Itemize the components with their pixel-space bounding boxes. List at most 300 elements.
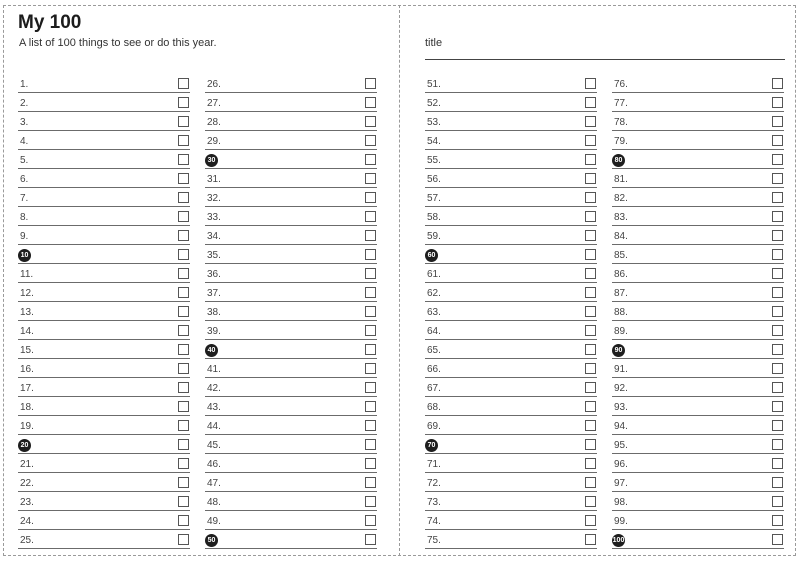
list-item[interactable]: [612, 378, 784, 397]
checkbox[interactable]: [365, 249, 376, 260]
list-item[interactable]: [425, 264, 597, 283]
item-number: 6.: [20, 174, 29, 185]
list-item[interactable]: [205, 226, 377, 245]
checkbox[interactable]: [178, 116, 189, 127]
item-number: 25.: [20, 535, 34, 546]
list-item[interactable]: [18, 112, 190, 131]
item-number: 88.: [614, 307, 628, 318]
item-number: 45.: [207, 440, 221, 451]
list-item[interactable]: [205, 492, 377, 511]
list-item[interactable]: [18, 340, 190, 359]
list-item[interactable]: [205, 397, 377, 416]
checkbox[interactable]: [585, 78, 596, 89]
list-item[interactable]: [18, 359, 190, 378]
list-item[interactable]: [205, 359, 377, 378]
item-number: 59.: [427, 231, 441, 242]
item-number: 36.: [207, 269, 221, 280]
item-number: 12.: [20, 288, 34, 299]
checkbox[interactable]: [178, 515, 189, 526]
checkbox[interactable]: [772, 344, 783, 355]
item-number: 15.: [20, 345, 34, 356]
list-item[interactable]: [205, 169, 377, 188]
list-item[interactable]: [425, 207, 597, 226]
checkbox[interactable]: [585, 458, 596, 469]
checkbox[interactable]: [772, 458, 783, 469]
list-item[interactable]: [205, 74, 377, 93]
checkbox[interactable]: [772, 534, 783, 545]
list-item[interactable]: [425, 473, 597, 492]
list-item[interactable]: [612, 454, 784, 473]
item-number: 19.: [20, 421, 34, 432]
checkbox[interactable]: [585, 439, 596, 450]
item-number: 64.: [427, 326, 441, 337]
checkbox[interactable]: [178, 420, 189, 431]
checkbox[interactable]: [772, 401, 783, 412]
item-number: 47.: [207, 478, 221, 489]
milestone-number-badge: 50: [205, 534, 218, 547]
checkbox[interactable]: [178, 363, 189, 374]
list-item[interactable]: [205, 530, 377, 549]
list-item[interactable]: [18, 530, 190, 549]
item-number: 78.: [614, 117, 628, 128]
checkbox[interactable]: [178, 97, 189, 108]
item-number: 33.: [207, 212, 221, 223]
checkbox[interactable]: [585, 401, 596, 412]
list-item[interactable]: [425, 530, 597, 549]
list-item[interactable]: [612, 473, 784, 492]
item-number: 57.: [427, 193, 441, 204]
list-item[interactable]: [205, 207, 377, 226]
milestone-number-badge: 70: [425, 439, 438, 452]
list-item[interactable]: [612, 492, 784, 511]
list-item[interactable]: [612, 207, 784, 226]
item-number: 84.: [614, 231, 628, 242]
item-number: 67.: [427, 383, 441, 394]
list-item[interactable]: [205, 264, 377, 283]
checkbox[interactable]: [585, 192, 596, 203]
checkbox[interactable]: [178, 211, 189, 222]
list-item[interactable]: [18, 93, 190, 112]
list-item[interactable]: [18, 397, 190, 416]
checkbox[interactable]: [772, 97, 783, 108]
checkbox[interactable]: [178, 249, 189, 260]
checkbox[interactable]: [772, 154, 783, 165]
milestone-number-badge: 100: [612, 534, 625, 547]
checkbox[interactable]: [772, 496, 783, 507]
item-number: 87.: [614, 288, 628, 299]
list-item[interactable]: [205, 340, 377, 359]
item-number: 21.: [20, 459, 34, 470]
item-number: 86.: [614, 269, 628, 280]
list-item[interactable]: [425, 283, 597, 302]
checkbox[interactable]: [772, 439, 783, 450]
item-number: 89.: [614, 326, 628, 337]
checkbox[interactable]: [178, 230, 189, 241]
checkbox[interactable]: [365, 192, 376, 203]
list-item[interactable]: [425, 169, 597, 188]
item-number: 52.: [427, 98, 441, 109]
item-number: 49.: [207, 516, 221, 527]
list-item[interactable]: [18, 188, 190, 207]
list-item[interactable]: [612, 397, 784, 416]
checkbox[interactable]: [772, 173, 783, 184]
list-item[interactable]: [18, 283, 190, 302]
item-number: 58.: [427, 212, 441, 223]
checkbox[interactable]: [178, 154, 189, 165]
list-column-3: [425, 74, 597, 549]
item-number: 53.: [427, 117, 441, 128]
checkbox[interactable]: [365, 287, 376, 298]
checkbox[interactable]: [585, 173, 596, 184]
list-column-2: [205, 74, 377, 549]
item-number: 43.: [207, 402, 221, 413]
fold-line: [399, 5, 400, 556]
checkbox[interactable]: [772, 249, 783, 260]
item-number: 99.: [614, 516, 628, 527]
checkbox[interactable]: [178, 496, 189, 507]
list-item[interactable]: [205, 416, 377, 435]
checkbox[interactable]: [365, 78, 376, 89]
item-number: 39.: [207, 326, 221, 337]
checkbox[interactable]: [365, 268, 376, 279]
checkbox[interactable]: [178, 477, 189, 488]
list-item[interactable]: [612, 359, 784, 378]
checkbox[interactable]: [178, 439, 189, 450]
list-item[interactable]: [205, 93, 377, 112]
checkbox[interactable]: [178, 173, 189, 184]
checkbox[interactable]: [178, 268, 189, 279]
list-column-1: [18, 74, 190, 549]
checkbox[interactable]: [585, 230, 596, 241]
milestone-number-badge: 90: [612, 344, 625, 357]
list-item[interactable]: [425, 511, 597, 530]
checkbox[interactable]: [178, 306, 189, 317]
item-number: 32.: [207, 193, 221, 204]
item-number: 17.: [20, 383, 34, 394]
list-item[interactable]: [612, 188, 784, 207]
list-item[interactable]: [18, 492, 190, 511]
item-number: 16.: [20, 364, 34, 375]
item-number: 96.: [614, 459, 628, 470]
list-item[interactable]: [425, 340, 597, 359]
item-number: 91.: [614, 364, 628, 375]
list-item[interactable]: [425, 454, 597, 473]
checkbox[interactable]: [178, 325, 189, 336]
item-number: 8.: [20, 212, 29, 223]
list-item[interactable]: [18, 473, 190, 492]
list-item[interactable]: [612, 245, 784, 264]
list-item[interactable]: [205, 112, 377, 131]
item-number: 2.: [20, 98, 29, 109]
list-item[interactable]: [18, 207, 190, 226]
checkbox[interactable]: [585, 135, 596, 146]
item-number: 82.: [614, 193, 628, 204]
checkbox[interactable]: [365, 382, 376, 393]
list-column-4: [612, 74, 784, 549]
checkbox[interactable]: [772, 325, 783, 336]
list-item[interactable]: [18, 435, 190, 454]
item-number: 55.: [427, 155, 441, 166]
list-item[interactable]: [205, 435, 377, 454]
checkbox[interactable]: [178, 382, 189, 393]
checkbox[interactable]: [772, 268, 783, 279]
checkbox[interactable]: [365, 344, 376, 355]
list-item[interactable]: [205, 283, 377, 302]
item-number: 22.: [20, 478, 34, 489]
checkbox[interactable]: [772, 420, 783, 431]
checkbox[interactable]: [365, 173, 376, 184]
list-item[interactable]: [612, 150, 784, 169]
list-item[interactable]: [425, 397, 597, 416]
item-number: 11.: [20, 269, 34, 280]
checkbox[interactable]: [365, 154, 376, 165]
item-number: 14.: [20, 326, 34, 337]
checkbox[interactable]: [365, 211, 376, 222]
item-number: 31.: [207, 174, 221, 185]
item-number: 3.: [20, 117, 29, 128]
checkbox[interactable]: [365, 97, 376, 108]
checkbox[interactable]: [365, 306, 376, 317]
item-number: 13.: [20, 307, 34, 318]
list-item[interactable]: [425, 359, 597, 378]
list-item[interactable]: [425, 302, 597, 321]
checkbox[interactable]: [585, 306, 596, 317]
list-item[interactable]: [425, 131, 597, 150]
item-number: 71.: [427, 459, 441, 470]
list-item[interactable]: [18, 378, 190, 397]
item-number: 18.: [20, 402, 34, 413]
item-number: 54.: [427, 136, 441, 147]
list-item[interactable]: [612, 131, 784, 150]
checkbox[interactable]: [772, 230, 783, 241]
checkbox[interactable]: [585, 268, 596, 279]
list-item[interactable]: [18, 226, 190, 245]
item-number: 34.: [207, 231, 221, 242]
checkbox[interactable]: [365, 363, 376, 374]
list-item[interactable]: [612, 93, 784, 112]
page-title: My 100: [18, 12, 82, 33]
checkbox[interactable]: [365, 439, 376, 450]
milestone-number-badge: 10: [18, 249, 31, 262]
item-number: 51.: [427, 79, 441, 90]
milestone-number-badge: 40: [205, 344, 218, 357]
checkbox[interactable]: [772, 211, 783, 222]
list-item[interactable]: [425, 378, 597, 397]
list-item[interactable]: [425, 226, 597, 245]
checkbox[interactable]: [585, 249, 596, 260]
item-number: 93.: [614, 402, 628, 413]
checkbox[interactable]: [772, 382, 783, 393]
item-number: 41.: [207, 364, 221, 375]
item-number: 24.: [20, 516, 34, 527]
item-number: 42.: [207, 383, 221, 394]
list-item[interactable]: [612, 264, 784, 283]
checkbox[interactable]: [585, 420, 596, 431]
list-item[interactable]: [18, 74, 190, 93]
checkbox[interactable]: [772, 135, 783, 146]
checkbox[interactable]: [178, 78, 189, 89]
checkbox[interactable]: [772, 116, 783, 127]
list-item[interactable]: [425, 245, 597, 264]
list-item[interactable]: [205, 302, 377, 321]
list-item[interactable]: [425, 492, 597, 511]
title-field[interactable]: [425, 37, 785, 60]
checkbox[interactable]: [178, 534, 189, 545]
list-item[interactable]: [612, 169, 784, 188]
list-item[interactable]: [205, 473, 377, 492]
item-number: 79.: [614, 136, 628, 147]
checkbox[interactable]: [585, 534, 596, 545]
checkbox[interactable]: [178, 401, 189, 412]
item-number: 1.: [20, 79, 29, 90]
checkbox[interactable]: [585, 496, 596, 507]
item-number: 56.: [427, 174, 441, 185]
checkbox[interactable]: [585, 211, 596, 222]
checkbox[interactable]: [585, 344, 596, 355]
list-item[interactable]: [612, 226, 784, 245]
item-number: 94.: [614, 421, 628, 432]
checkbox[interactable]: [365, 496, 376, 507]
item-number: 81.: [614, 174, 628, 185]
list-item[interactable]: [18, 511, 190, 530]
checkbox[interactable]: [178, 344, 189, 355]
checkbox[interactable]: [365, 420, 376, 431]
list-item[interactable]: [612, 321, 784, 340]
item-number: 66.: [427, 364, 441, 375]
item-number: 9.: [20, 231, 29, 242]
checkbox[interactable]: [178, 458, 189, 469]
item-number: 75.: [427, 535, 441, 546]
item-number: 29.: [207, 136, 221, 147]
item-number: 92.: [614, 383, 628, 394]
list-item[interactable]: [18, 169, 190, 188]
item-number: 27.: [207, 98, 221, 109]
item-number: 5.: [20, 155, 29, 166]
list-item[interactable]: [425, 112, 597, 131]
item-number: 62.: [427, 288, 441, 299]
list-item[interactable]: [18, 454, 190, 473]
checkbox[interactable]: [772, 477, 783, 488]
list-item[interactable]: [425, 74, 597, 93]
checkbox[interactable]: [585, 477, 596, 488]
checkbox[interactable]: [772, 78, 783, 89]
checkbox[interactable]: [178, 287, 189, 298]
list-item[interactable]: [425, 416, 597, 435]
list-item[interactable]: [205, 511, 377, 530]
item-number: 46.: [207, 459, 221, 470]
list-item[interactable]: [205, 150, 377, 169]
list-item[interactable]: [425, 321, 597, 340]
list-item[interactable]: [205, 378, 377, 397]
item-number: 37.: [207, 288, 221, 299]
checkbox[interactable]: [365, 534, 376, 545]
checkbox[interactable]: [365, 116, 376, 127]
list-item[interactable]: [612, 283, 784, 302]
item-number: 74.: [427, 516, 441, 527]
checkbox[interactable]: [585, 97, 596, 108]
list-item[interactable]: [425, 435, 597, 454]
item-number: 83.: [614, 212, 628, 223]
list-item[interactable]: [205, 245, 377, 264]
checkbox[interactable]: [365, 401, 376, 412]
list-item[interactable]: [612, 511, 784, 530]
checkbox[interactable]: [585, 116, 596, 127]
list-item[interactable]: [612, 435, 784, 454]
milestone-number-badge: 80: [612, 154, 625, 167]
list-item[interactable]: [18, 150, 190, 169]
list-item[interactable]: [205, 188, 377, 207]
item-number: 48.: [207, 497, 221, 508]
checkbox[interactable]: [178, 135, 189, 146]
item-number: 38.: [207, 307, 221, 318]
page-subtitle: A list of 100 things to see or do this year.: [19, 37, 217, 49]
item-number: 85.: [614, 250, 628, 261]
checkbox[interactable]: [585, 382, 596, 393]
checkbox[interactable]: [365, 477, 376, 488]
item-number: 35.: [207, 250, 221, 261]
list-item[interactable]: [612, 74, 784, 93]
checkbox[interactable]: [585, 363, 596, 374]
checkbox[interactable]: [178, 192, 189, 203]
list-item[interactable]: [612, 416, 784, 435]
checkbox[interactable]: [365, 135, 376, 146]
list-item[interactable]: [425, 93, 597, 112]
milestone-number-badge: 60: [425, 249, 438, 262]
item-number: 23.: [20, 497, 34, 508]
item-number: 97.: [614, 478, 628, 489]
list-item[interactable]: [18, 321, 190, 340]
list-item[interactable]: [18, 416, 190, 435]
list-item[interactable]: [425, 188, 597, 207]
item-number: 73.: [427, 497, 441, 508]
list-item[interactable]: [18, 302, 190, 321]
checkbox[interactable]: [365, 515, 376, 526]
list-item[interactable]: [205, 131, 377, 150]
item-number: 26.: [207, 79, 221, 90]
list-item[interactable]: [205, 454, 377, 473]
item-number: 44.: [207, 421, 221, 432]
list-item[interactable]: [18, 245, 190, 264]
milestone-number-badge: 30: [205, 154, 218, 167]
item-number: 95.: [614, 440, 628, 451]
item-number: 77.: [614, 98, 628, 109]
item-number: 68.: [427, 402, 441, 413]
checkbox[interactable]: [365, 458, 376, 469]
item-number: 28.: [207, 117, 221, 128]
checkbox[interactable]: [585, 325, 596, 336]
checkbox[interactable]: [365, 230, 376, 241]
checkbox[interactable]: [772, 363, 783, 374]
list-item[interactable]: [205, 321, 377, 340]
checkbox[interactable]: [772, 306, 783, 317]
list-item[interactable]: [612, 530, 784, 549]
list-item[interactable]: [18, 131, 190, 150]
checkbox[interactable]: [772, 287, 783, 298]
list-item[interactable]: [425, 150, 597, 169]
checkbox[interactable]: [585, 287, 596, 298]
list-item[interactable]: [18, 264, 190, 283]
item-number: 76.: [614, 79, 628, 90]
item-number: 4.: [20, 136, 29, 147]
checkbox[interactable]: [585, 154, 596, 165]
checkbox[interactable]: [585, 515, 596, 526]
checkbox[interactable]: [772, 515, 783, 526]
checkbox[interactable]: [365, 325, 376, 336]
list-item[interactable]: [612, 340, 784, 359]
list-item[interactable]: [612, 302, 784, 321]
list-item[interactable]: [612, 112, 784, 131]
checkbox[interactable]: [772, 192, 783, 203]
